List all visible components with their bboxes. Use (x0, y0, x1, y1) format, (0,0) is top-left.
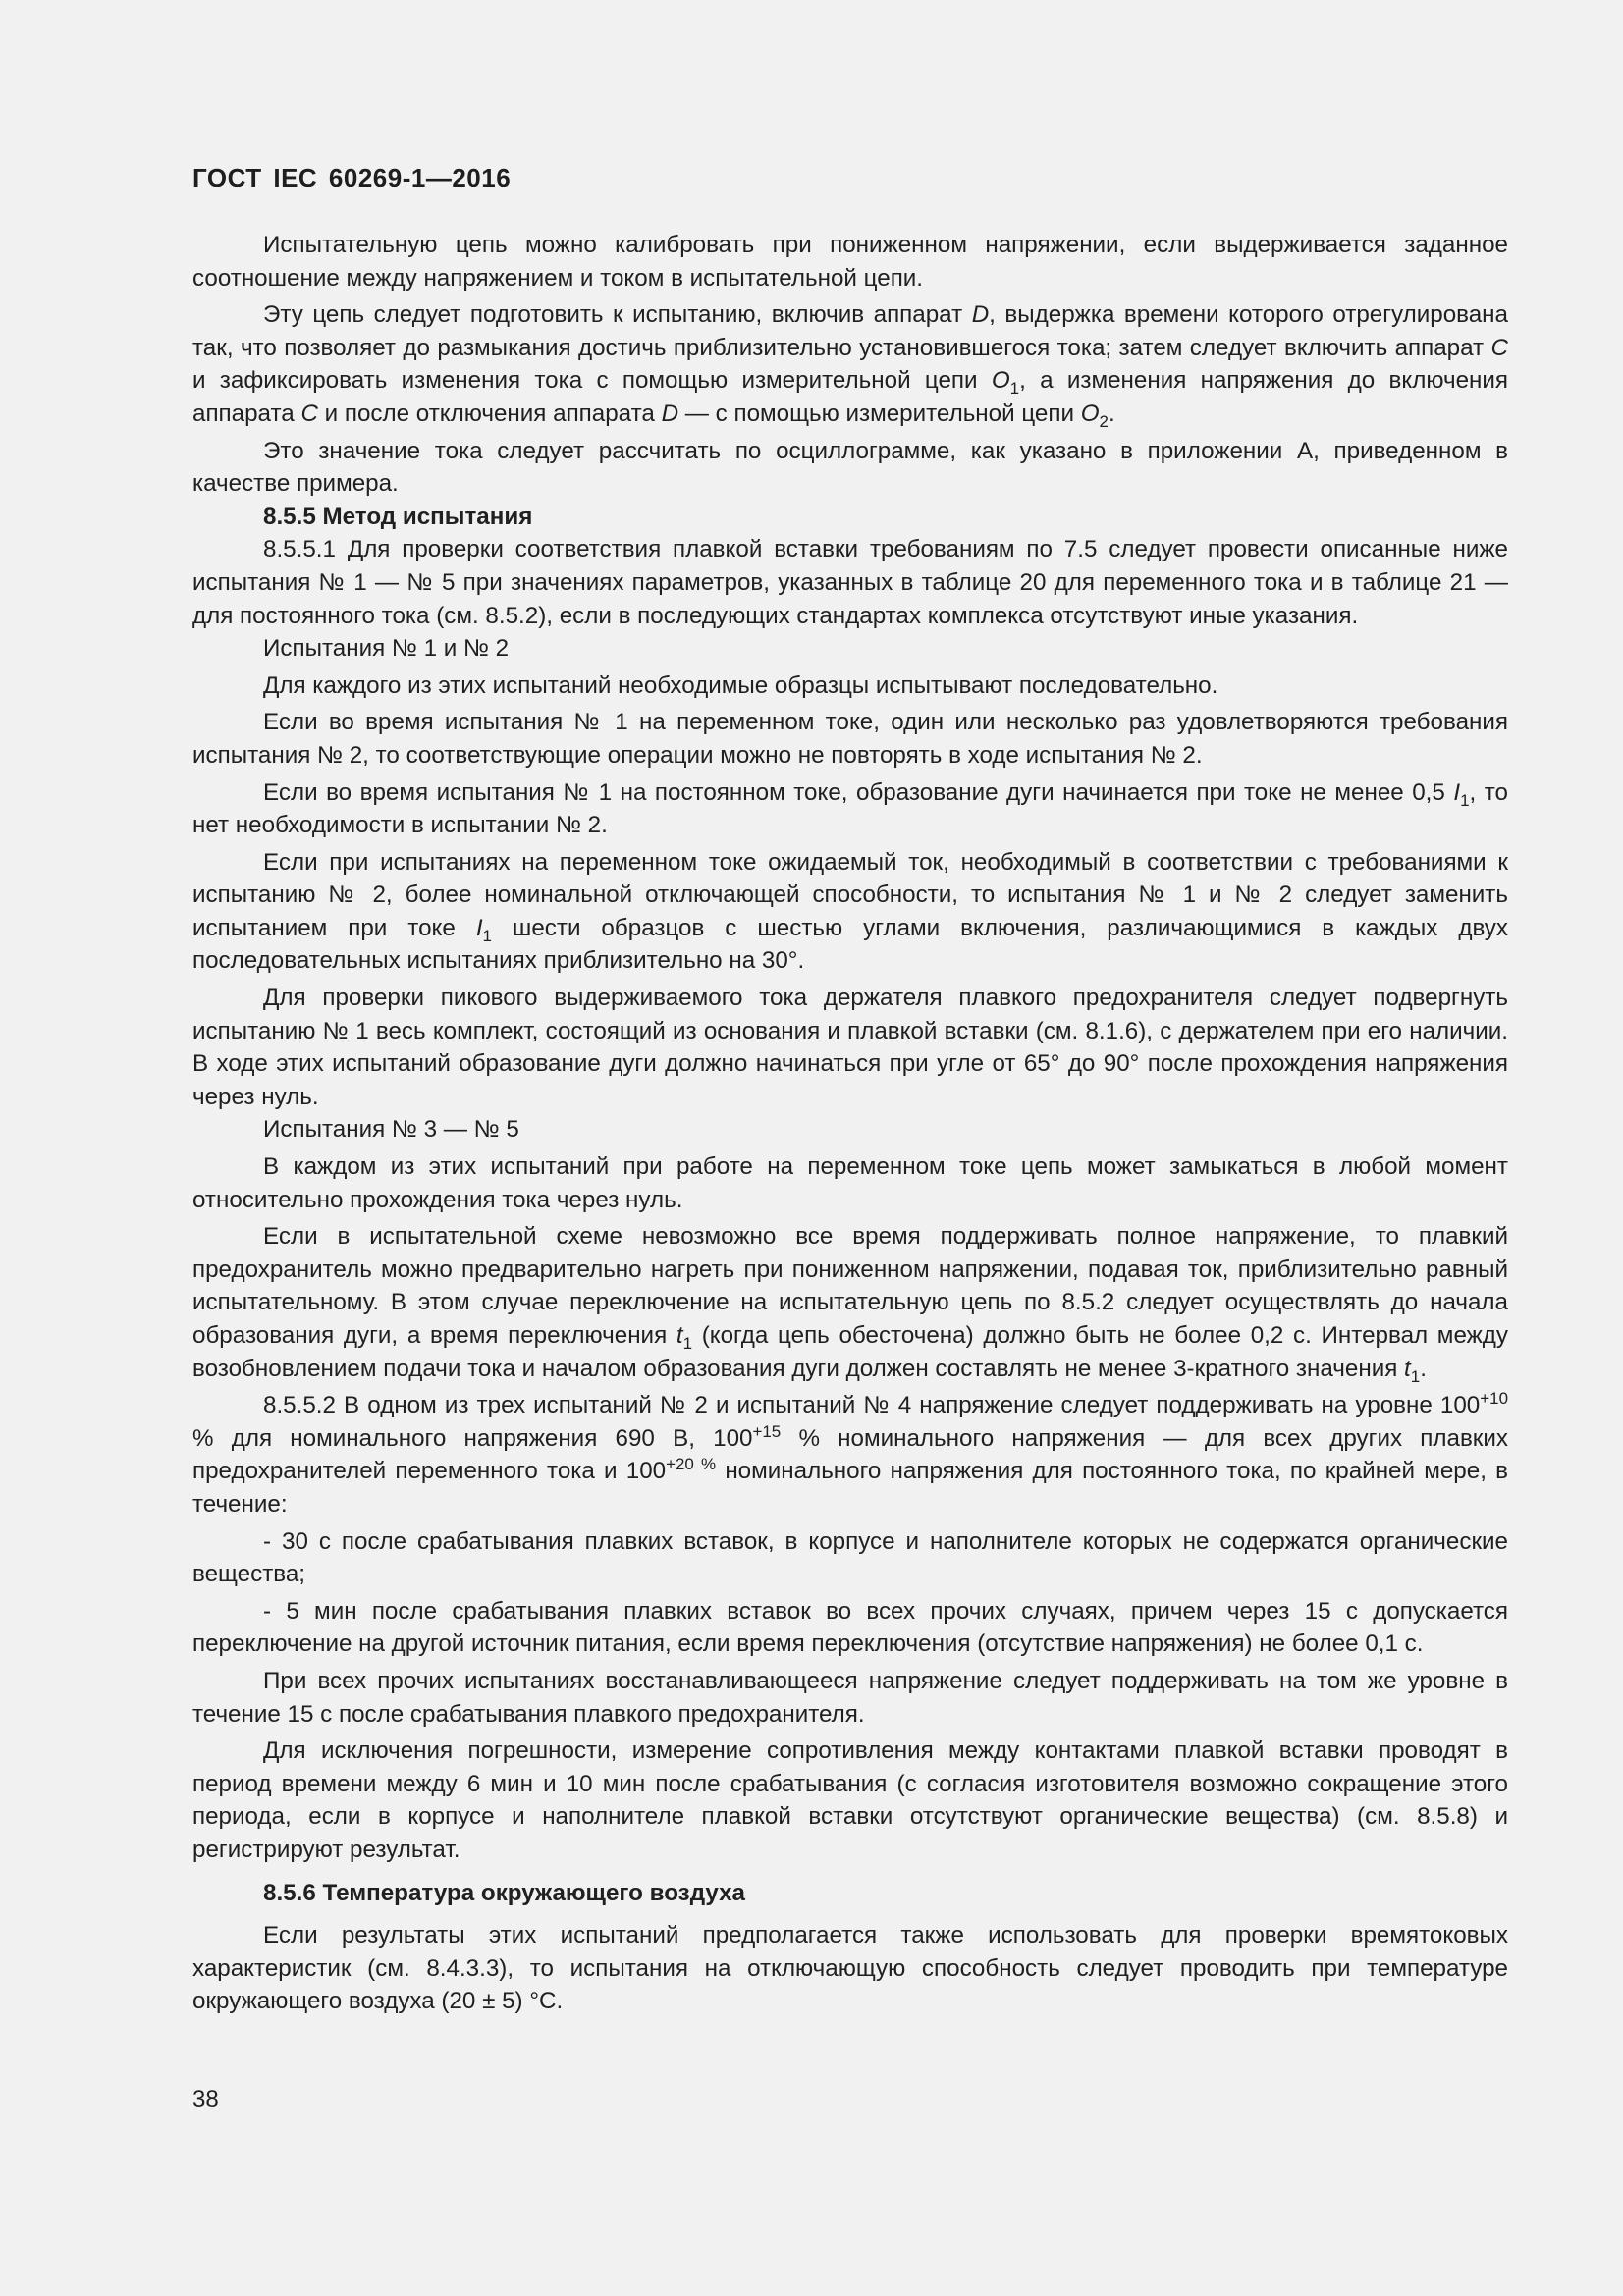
section-heading: 8.5.6 Температура окружающего воздуха (263, 1879, 746, 1906)
document-body (192, 229, 1508, 2018)
paragraph: Эту цепь следует подготовить к испытанию, включив аппарат D, выдержка времени которого отрегулирована так, что позволяет до размыкания достичь приблизительно установившегося тока; затем следует включить аппарат С и зафиксировать изменения тока с помощью измерительной цепи $О_1$, а изменения напряжения до включения аппарата С и после отключения аппарата D — с помощью измерительной цепи $О_2$. (192, 301, 1508, 431)
list-item: - 30 с после срабатывания плавких вставок, в корпусе и наполнителе которых не содержатся органические вещества; (192, 1527, 1508, 1588)
document-header: ГОСТ IEC 60269-1—2016 (192, 163, 512, 192)
paragraph: Если во время испытания № 1 на переменном токе, один или несколько раз удовлетворяются требования испытания № 2, то соответствующие операции можно не повторять в ходе испытания № 2. (192, 709, 1508, 769)
paragraph: Это значение тока следует рассчитать по осциллограмме, как указано в приложении А, приведенном в качестве примера. (192, 437, 1508, 498)
section-heading: 8.5.5 Метод испытания (263, 503, 533, 530)
paragraph: При всех прочих испытаниях восстанавливающееся напряжение следует поддерживать на том же уровне в течение 15 с после срабатывания плавкого предохранителя. (192, 1667, 1508, 1728)
paragraph: Для исключения погрешности, измерение сопротивления между контактами плавкой вставки проводят в период времени между 6 мин и 10 мин после срабатывания (с согласия изготовителя возможно сокращение этого периода, если в корпусе и наполнителе плавкой вставки отсутствуют органические вещества) (см. 8.5.8) и регистрируют результат. (192, 1737, 1508, 1863)
subheading: Испытания № 3 — № 5 (263, 1116, 519, 1144)
subheading: Испытания № 1 и № 2 (263, 635, 510, 663)
paragraph: Если во время испытания № 1 на постоянном токе, образование дуги начинается при токе не менее 0,5 $I_1$, то нет необходимости в испытании № 2. (192, 778, 1508, 839)
paragraph: Испытательную цепь можно калибровать при пониженном напряжении, если выдерживается заданное соотношение между напряжением и током в испытательной цепи. (192, 232, 1508, 292)
paragraph: 8.5.5.1 Для проверки соответствия плавкой вставки требованиям по 7.5 следует провести описанные ниже испытания № 1 — № 5 при значениях параметров, указанных в таблице 20 для переменного тока и в таблице 21 — для постоянного тока (см. 8.5.2), если в последующих стандартах комплекса отсутствуют иные указания. (192, 536, 1508, 629)
paragraph: Для проверки пикового выдерживаемого тока держателя плавкого предохранителя следует подвергнуть испытанию № 1 весь комплект, состоящий из основания и плавкой вставки (см. 8.1.6), с держателем при его наличии. В ходе этих испытаний образование дуги должно начинаться при угле от 65° до 90° после прохождения напряжения через нуль. (192, 985, 1508, 1110)
list-item: - 5 мин после срабатывания плавких вставок во всех прочих случаях, причем через 15 с допускается переключение на другой источник питания, если время переключения (отсутствие напряжения) не более 0,1 с. (192, 1597, 1508, 1658)
paragraph: 8.5.5.2 В одном из трех испытаний № 2 и испытаний № 4 напряжение следует поддерживать на уровне $100^{+10}$ % для номинального напряжения 690 В, $100^{+15}$ % номинального напряжения — для всех других плавких предохранителей переменного тока и $100^{+20 \%}$ номинального напряжения для постоянного тока, по крайней мере, в течение: (192, 1389, 1508, 1518)
paragraph: В каждом из этих испытаний при работе на переменном токе цепь может замыкаться в любой момент относительно прохождения тока через нуль. (192, 1153, 1508, 1213)
paragraph: Для каждого из этих испытаний необходимые образцы испытывают последовательно. (263, 671, 1218, 699)
page-number: 38 (192, 2086, 219, 2112)
paragraph: Если в испытательной схеме невозможно все время поддерживать полное напряжение, то плавкий предохранитель можно предварительно нагреть при пониженном напряжении, подавая ток, приблизительно равный испытательному. В этом случае переключение на испытательную цепь по 8.5.2 следует осуществлять до начала образования дуги, а время переключения $t_1$ (когда цепь обесточена) должно быть не более 0,2 с. Интервал между возобновлением подачи тока и началом образования дуги должен составлять не менее 3-кратного значения $t_1$. (192, 1223, 1509, 1386)
paragraph: Если результаты этих испытаний предполагается также использовать для проверки времятоковых характеристик (см. 8.4.3.3), то испытания на отключающую способность следует проводить при температуре окружающего воздуха (20 ± 5) °С. (192, 1922, 1508, 2015)
paragraph: Если при испытаниях на переменном токе ожидаемый ток, необходимый в соответствии с требованиями к испытанию № 2, более номинальной отключающей способности, то испытания № 1 и № 2 следует заменить испытанием при токе $I_1$ шести образцов с шестью углами включения, различающимися в каждых двух последовательных испытаниях приблизительно на 30°. (192, 848, 1508, 975)
